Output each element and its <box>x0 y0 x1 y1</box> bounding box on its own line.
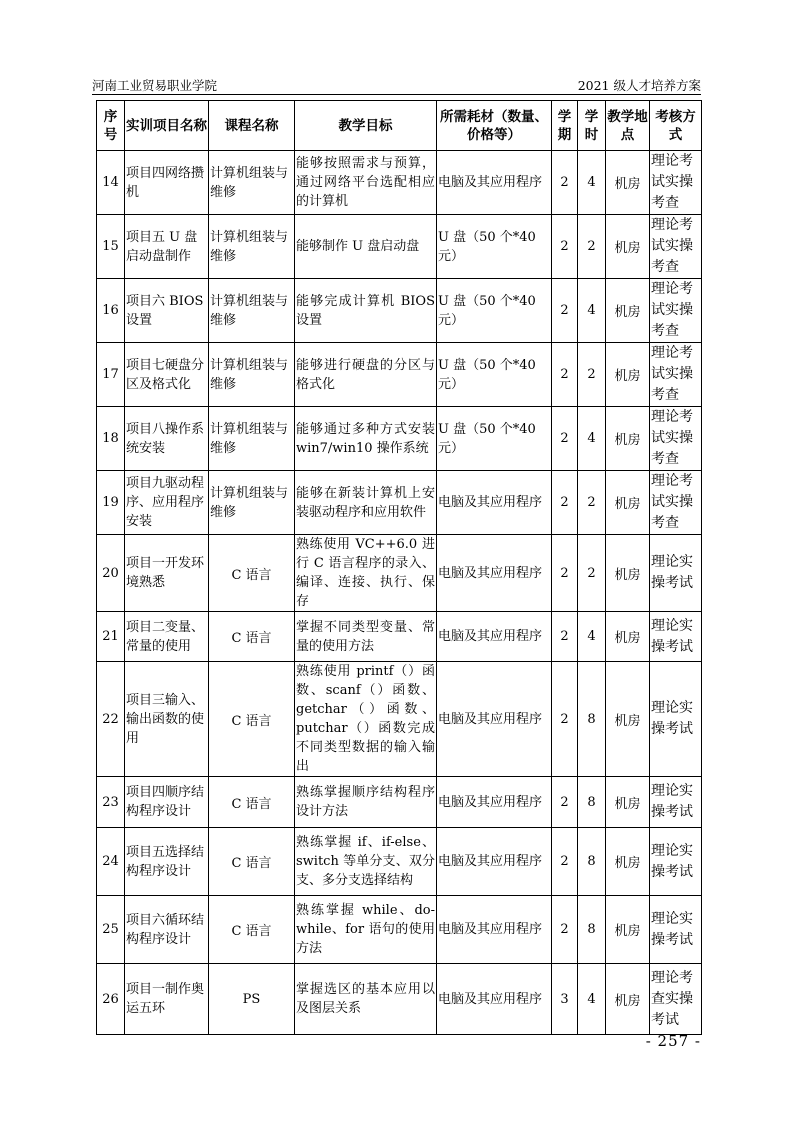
project-name: 项目一制作奥运五环 <box>125 964 209 1035</box>
teaching-goal: 能够在新装计算机上安装驱动程序和应用软件 <box>295 471 437 535</box>
materials: 电脑及其应用程序 <box>437 964 552 1035</box>
table-row <box>97 471 702 535</box>
assessment-method: 理论考试实操考查 <box>650 215 702 279</box>
term: 2 <box>552 471 578 535</box>
teaching-goal: 熟练使用 VC++6.0 进行 C 语言程序的录入、编译、连接、执行、保存 <box>295 535 437 612</box>
course-name: 计算机组装与维修 <box>209 343 295 407</box>
row-number: 21 <box>97 612 125 662</box>
table-row <box>97 151 702 215</box>
materials: U 盘（50 个*40 元） <box>437 343 552 407</box>
hours: 8 <box>578 896 606 964</box>
table-row <box>97 279 702 343</box>
table-row <box>97 896 702 964</box>
document-title: 2021 级人才培养方案 <box>577 78 701 93</box>
location: 机房 <box>606 896 650 964</box>
course-name: C 语言 <box>209 777 295 828</box>
column-header: 学时 <box>578 101 606 151</box>
assessment-method: 理论考查实操考试 <box>650 964 702 1035</box>
column-header: 教学地点 <box>606 101 650 151</box>
hours: 4 <box>578 964 606 1035</box>
project-name: 项目六循环结构程序设计 <box>125 896 209 964</box>
project-name: 项目五 U 盘启动盘制作 <box>125 215 209 279</box>
term: 2 <box>552 279 578 343</box>
table-row <box>97 612 702 662</box>
assessment-method: 理论考试实操考查 <box>650 343 702 407</box>
table-header-row <box>97 101 702 151</box>
training-plan-table <box>96 100 702 1035</box>
course-name: 计算机组装与维修 <box>209 407 295 471</box>
location: 机房 <box>606 777 650 828</box>
course-name: C 语言 <box>209 896 295 964</box>
teaching-goal: 熟练掌握顺序结构程序设计方法 <box>295 777 437 828</box>
term: 3 <box>552 964 578 1035</box>
location: 机房 <box>606 964 650 1035</box>
project-name: 项目四顺序结构程序设计 <box>125 777 209 828</box>
materials: 电脑及其应用程序 <box>437 777 552 828</box>
hours: 8 <box>578 662 606 777</box>
assessment-method: 理论实操考试 <box>650 777 702 828</box>
materials: 电脑及其应用程序 <box>437 471 552 535</box>
page-number: - 257 - <box>645 1032 701 1050</box>
materials: 电脑及其应用程序 <box>437 662 552 777</box>
header-divider <box>92 94 701 95</box>
location: 机房 <box>606 535 650 612</box>
term: 2 <box>552 612 578 662</box>
assessment-method: 理论考试实操考查 <box>650 151 702 215</box>
materials: 电脑及其应用程序 <box>437 612 552 662</box>
hours: 4 <box>578 279 606 343</box>
row-number: 14 <box>97 151 125 215</box>
term: 2 <box>552 896 578 964</box>
table-row <box>97 828 702 896</box>
course-name: C 语言 <box>209 662 295 777</box>
course-name: 计算机组装与维修 <box>209 215 295 279</box>
course-name: C 语言 <box>209 828 295 896</box>
location: 机房 <box>606 612 650 662</box>
row-number: 26 <box>97 964 125 1035</box>
assessment-method: 理论实操考试 <box>650 662 702 777</box>
term: 2 <box>552 777 578 828</box>
assessment-method: 理论实操考试 <box>650 828 702 896</box>
assessment-method: 理论实操考试 <box>650 535 702 612</box>
table-row <box>97 777 702 828</box>
course-name: 计算机组装与维修 <box>209 279 295 343</box>
term: 2 <box>552 407 578 471</box>
hours: 2 <box>578 343 606 407</box>
school-name: 河南工业贸易职业学院 <box>92 78 218 93</box>
column-header: 序号 <box>97 101 125 151</box>
teaching-goal: 能够完成计算机 BIOS 设置 <box>295 279 437 343</box>
table-row <box>97 407 702 471</box>
table-row <box>97 535 702 612</box>
project-name: 项目一开发环境熟悉 <box>125 535 209 612</box>
row-number: 22 <box>97 662 125 777</box>
location: 机房 <box>606 343 650 407</box>
materials: 电脑及其应用程序 <box>437 151 552 215</box>
column-header: 学期 <box>552 101 578 151</box>
materials: 电脑及其应用程序 <box>437 896 552 964</box>
hours: 8 <box>578 777 606 828</box>
table-row <box>97 215 702 279</box>
column-header: 所需耗材（数量、价格等） <box>437 101 552 151</box>
course-name: C 语言 <box>209 612 295 662</box>
teaching-goal: 掌握选区的基本应用以及图层关系 <box>295 964 437 1035</box>
table-row <box>97 343 702 407</box>
column-header: 教学目标 <box>295 101 437 151</box>
materials: 电脑及其应用程序 <box>437 828 552 896</box>
location: 机房 <box>606 662 650 777</box>
term: 2 <box>552 662 578 777</box>
table-row <box>97 964 702 1035</box>
term: 2 <box>552 215 578 279</box>
materials: U 盘（50 个*40 元） <box>437 279 552 343</box>
location: 机房 <box>606 471 650 535</box>
project-name: 项目六 BIOS 设置 <box>125 279 209 343</box>
hours: 4 <box>578 151 606 215</box>
hours: 4 <box>578 612 606 662</box>
term: 2 <box>552 151 578 215</box>
teaching-goal: 能够制作 U 盘启动盘 <box>295 215 437 279</box>
row-number: 19 <box>97 471 125 535</box>
course-name: 计算机组装与维修 <box>209 471 295 535</box>
row-number: 23 <box>97 777 125 828</box>
project-name: 项目四网络攒机 <box>125 151 209 215</box>
hours: 2 <box>578 535 606 612</box>
row-number: 24 <box>97 828 125 896</box>
location: 机房 <box>606 407 650 471</box>
assessment-method: 理论考试实操考查 <box>650 471 702 535</box>
term: 2 <box>552 343 578 407</box>
course-name: PS <box>209 964 295 1035</box>
teaching-goal: 能够通过多种方式安装 win7/win10 操作系统 <box>295 407 437 471</box>
term: 2 <box>552 535 578 612</box>
column-header: 实训项目名称 <box>125 101 209 151</box>
project-name: 项目九驱动程序、应用程序安装 <box>125 471 209 535</box>
teaching-goal: 掌握不同类型变量、常量的使用方法 <box>295 612 437 662</box>
assessment-method: 理论实操考试 <box>650 612 702 662</box>
teaching-goal: 熟练使用 printf（）函数、scanf（）函数、getchar（）函数、putchar（）函数完成不同类型数据的输入输出 <box>295 662 437 777</box>
course-name: 计算机组装与维修 <box>209 151 295 215</box>
table-row <box>97 662 702 777</box>
teaching-goal: 能够进行硬盘的分区与格式化 <box>295 343 437 407</box>
row-number: 16 <box>97 279 125 343</box>
project-name: 项目七硬盘分区及格式化 <box>125 343 209 407</box>
row-number: 25 <box>97 896 125 964</box>
row-number: 17 <box>97 343 125 407</box>
project-name: 项目八操作系统安装 <box>125 407 209 471</box>
row-number: 20 <box>97 535 125 612</box>
hours: 2 <box>578 215 606 279</box>
project-name: 项目二变量、常量的使用 <box>125 612 209 662</box>
materials: 电脑及其应用程序 <box>437 535 552 612</box>
assessment-method: 理论考试实操考查 <box>650 407 702 471</box>
running-header <box>92 76 701 94</box>
hours: 2 <box>578 471 606 535</box>
location: 机房 <box>606 828 650 896</box>
assessment-method: 理论考试实操考查 <box>650 279 702 343</box>
course-name: C 语言 <box>209 535 295 612</box>
location: 机房 <box>606 279 650 343</box>
teaching-goal: 能够按照需求与预算，通过网络平台选配相应的计算机 <box>295 151 437 215</box>
location: 机房 <box>606 151 650 215</box>
materials: U 盘（50 个*40 元） <box>437 407 552 471</box>
materials: U 盘（50 个*40 元） <box>437 215 552 279</box>
project-name: 项目三输入、输出函数的使用 <box>125 662 209 777</box>
row-number: 18 <box>97 407 125 471</box>
teaching-goal: 熟练掌握 while、do-while、for 语句的使用方法 <box>295 896 437 964</box>
row-number: 15 <box>97 215 125 279</box>
location: 机房 <box>606 215 650 279</box>
column-header: 考核方式 <box>650 101 702 151</box>
teaching-goal: 熟练掌握 if、if-else、switch 等单分支、双分支、多分支选择结构 <box>295 828 437 896</box>
column-header: 课程名称 <box>209 101 295 151</box>
project-name: 项目五选择结构程序设计 <box>125 828 209 896</box>
hours: 4 <box>578 407 606 471</box>
assessment-method: 理论实操考试 <box>650 896 702 964</box>
hours: 8 <box>578 828 606 896</box>
term: 2 <box>552 828 578 896</box>
